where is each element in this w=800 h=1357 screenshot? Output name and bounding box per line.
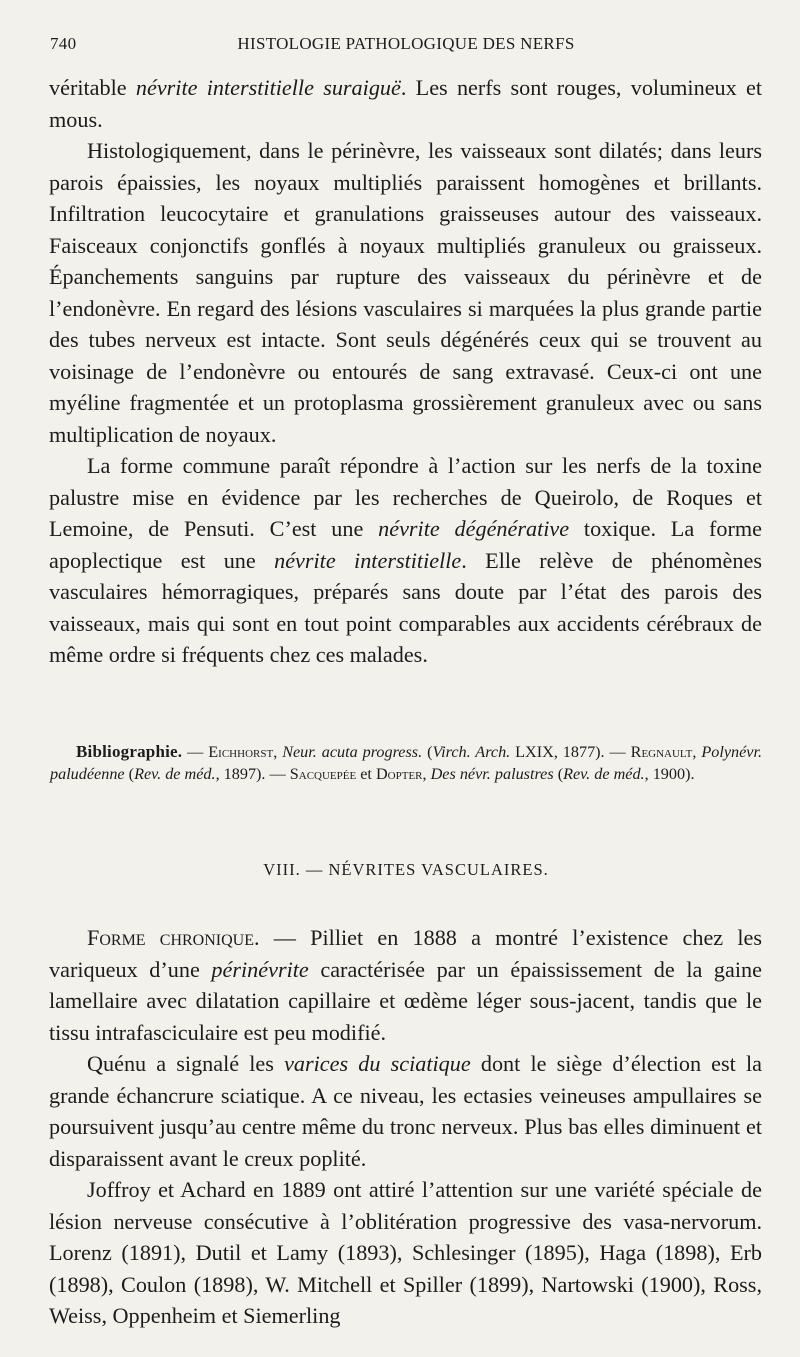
bibliography: [50, 741, 762, 785]
bibliography-text: Bibliographie. — Eichhorst, Neur. acuta progress. (Virch. Arch. LXIX, 1877). — Regnault, Polynévr. paludéenne (Rev. de méd., 1897). — Sacquepée et Dopter, Des névr. palustres (Rev. de méd., 1900).: [50, 742, 763, 783]
emphasis-perinevrite: périnévrite: [211, 956, 309, 982]
paragraph-3: La forme commune paraît répondre à l’action sur les nerfs de la toxine palustre mise en évidence par les recherches de Queirolo, de Roques et Lemoine, de Pensuti. C’est une névrite dégénérative toxique. La forme apoplectique est une névrite interstitielle. Elle relève de phénomènes vasculaires hémorragiques, préparés sans doute par l’état des parois des vaisseaux, mais qui sont en tout point comparables aux accidents cérébraux de même ordre si fréquents chez ces malades.: [49, 453, 762, 667]
emphasis-nevrite-interstitielle: névrite interstitielle: [274, 547, 462, 573]
emphasis-nevrite-interstitielle-suraigue: névrite interstitielle suraiguë: [135, 75, 401, 100]
emphasis-varices-du-sciatique: varices du sciatique: [284, 1051, 471, 1076]
running-title: HISTOLOGIE PATHOLOGIQUE DES NERFS: [237, 34, 575, 53]
page-number: 740: [50, 34, 77, 53]
emphasis-nevrite-degenerative: névrite dégénérative: [378, 516, 570, 541]
section-heading: VIII. — NÉVRITES VASCULAIRES.: [263, 860, 549, 879]
forme-chronique-label: Forme chronique.: [87, 925, 260, 950]
top-text-block: [49, 72, 762, 671]
bibliography-label: Bibliographie.: [76, 742, 183, 761]
paragraph-5: Quénu a signalé les varices du sciatique dont le siège d’élection est la grande échancrure sciatique. A ce niveau, les ectasies veineuses ampullaires se poursuivent jusqu’au centre même du tronc nerveux. Plus bas elles diminuent et disparaissent avant le creux poplité.: [49, 1051, 762, 1171]
paragraph-1: véritable névrite interstitielle suraiguë. Les nerfs sont rouges, volumineux et mous.: [49, 75, 762, 132]
bottom-text-block: [49, 922, 762, 1332]
paragraph-2: Histologiquement, dans le périnèvre, les vaisseaux sont dilatés; dans leurs parois épaissies, les noyaux multipliés paraissent homogènes et brillants. Infiltration leucocytaire et granulations graisseuses autour des vaisseaux. Faisceaux conjonctifs gonflés à noyaux multipliés granuleux ou graisseux. Épanchements sanguins par rupture des vaisseaux du périnèvre et de l’endonèvre. En regard des lésions vasculaires si marquées la plus grande partie des tubes nerveux est intacte. Sont seuls dégénérés ceux qui se trouvent au voisinage de l’endonèvre ou entourés de sang extravasé. Ceux-ci ont une myéline fragmentée et un protoplasma grossièrement granuleux avec ou sans multiplication de noyaux.: [49, 138, 762, 447]
page-header: [50, 34, 762, 60]
paragraph-6: Joffroy et Achard en 1889 ont attiré l’attention sur une variété spéciale de lésion nerveuse consécutive à l’oblitération progressive des vasa-nervorum. Lorenz (1891), Dutil et Lamy (1893), Schlesinger (1895), Haga (1898), Erb (1898), Coulon (1898), W. Mitchell et Spiller (1899), Nartowski (1900), Ross, Weiss, Oppenheim et Siemerling: [49, 1177, 762, 1328]
paragraph-4: Forme chronique. — Pilliet en 1888 a montré l’existence chez les variqueux d’une périnévrite caractérisée par un épaississement de la gaine lamellaire avec dilatation capillaire et œdème léger sous-jacent, tandis que le tissu intrafasciculaire est peu modifié.: [49, 925, 763, 1045]
